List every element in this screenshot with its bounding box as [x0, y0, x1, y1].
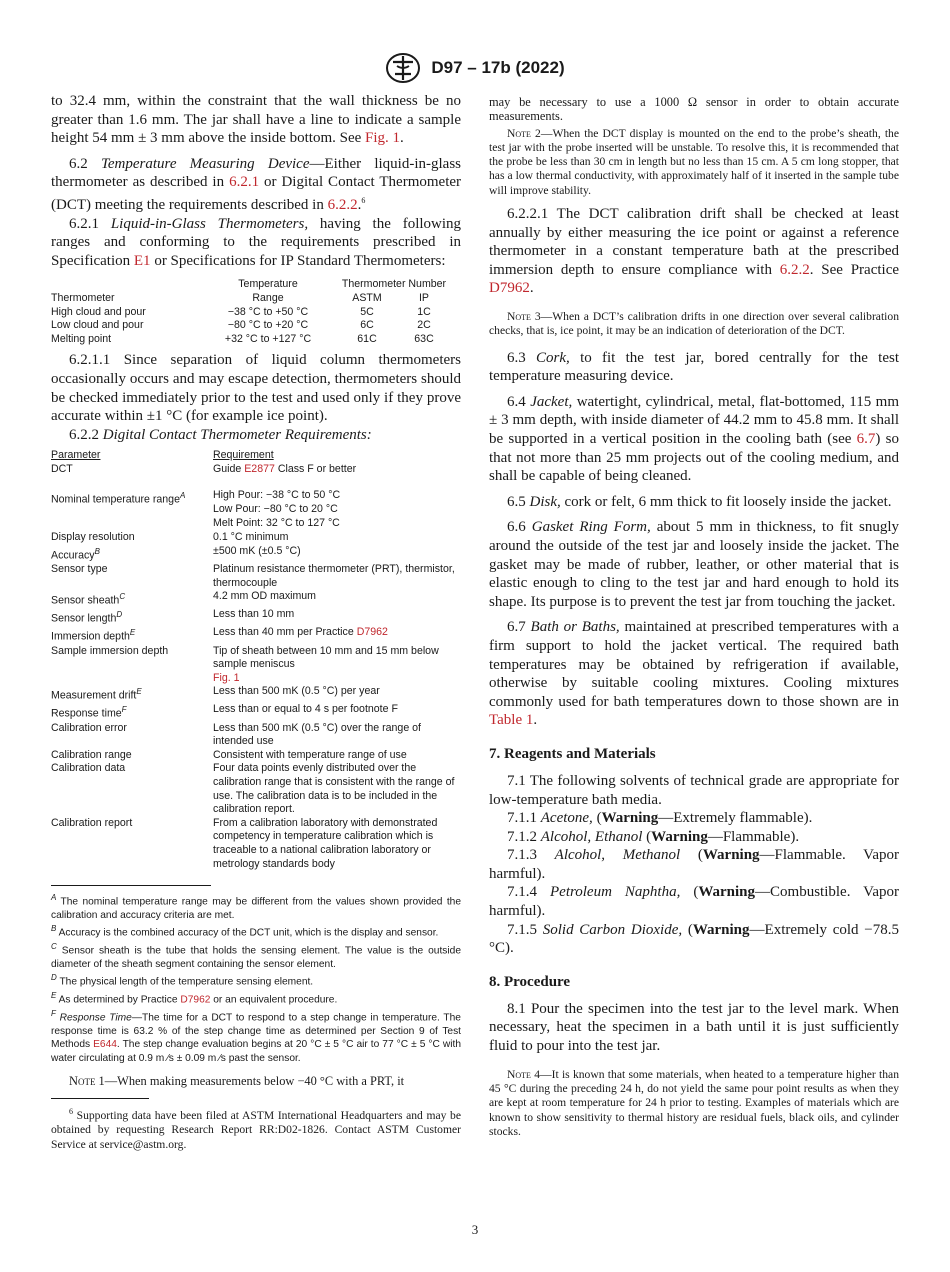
table-row: Melting point +32 °C to +127 °C 61C 63C — [51, 332, 434, 345]
link-d7962[interactable]: D7962 — [489, 280, 530, 297]
section-8-1: 8.1 Pour the specimen into the test jar to the level mark. When necessary, heat the specimen in a bath until it is just sufficiently fluid to pour into the test jar. — [489, 1000, 899, 1055]
table-row: High cloud and pour −38 °C to +50 °C 5C 1C — [51, 305, 431, 318]
section-6-2: 6.2 Temperature Measuring Device—Either liquid-in-glass thermometer as described in 6.2.1 or Digital Contact Thermometer (DCT) meeting the requirements described in 6.2.2.$^6$ — [51, 155, 462, 213]
table-row: Measurement drift$^E$ Less than 500 mK (0.5 °C) per year — [51, 685, 380, 702]
table-row: DCT Guide E2877 Class F or better — [51, 462, 357, 475]
section-7-1-5: 7.1.5 Solid Carbon Dioxide, (Warning—Extremely cold −78.5 °C). — [489, 921, 899, 957]
table-row: Calibration report From a calibration laboratory with demonstrated competency in temperature calibration which is traceable to a national calibration laboratory or metrology standards body — [51, 816, 438, 870]
table-row: Sensor length$^D$ Less than 10 mm — [51, 608, 295, 625]
link-d7962[interactable]: D7962 — [180, 994, 211, 1006]
table-row: Sensor type Platinum resistance thermometer (PRT), thermistor, thermocouple — [51, 562, 455, 589]
section-7-1: 7.1 The following solvents of technical grade are appropriate for low-temperature bath media. — [489, 772, 899, 808]
section-6-3: 6.3 Cork, to fit the test jar, bored centrally for the test temperature measuring device. — [489, 349, 899, 385]
link-fig-1[interactable]: Fig. 1 — [213, 671, 240, 684]
link-e1[interactable]: E1 — [133, 252, 151, 269]
footnote-divider — [51, 885, 211, 886]
heading-procedure: 8. Procedure — [489, 973, 571, 990]
left-column — [51, 92, 461, 1152]
link-6-7[interactable]: 6.7 — [856, 431, 876, 448]
table-row: Sample immersion depth Tip of sheath between 10 mm and 15 mm below sample meniscus Fig. 1 — [51, 645, 461, 686]
note-1-continued: may be necessary to use a 1000 Ω sensor in order to obtain accurate measurements. — [489, 95, 899, 124]
astm-logo-icon — [385, 52, 421, 84]
note-4: Note 4—It is known that some materials, when heated to a temperature higher than 45 °C during the preceding 24 h, do not yield the same pour point results as when they are kept at room temperature for 24 h prior to testing. Examples of materials which are known to show sensitivity to thermal history are residual fuels, black oils, and cylinder stocks. — [489, 1067, 899, 1138]
section-6-2-1-1: 6.2.1.1 Since separation of liquid column thermometers occasionally occurs and may escape detection, thermometers should be checked immediately prior to the test and used only if they prove accurate within ±1 °C (for example ice point). — [51, 352, 461, 425]
link-d7962[interactable]: D7962 — [356, 626, 388, 639]
link-e644[interactable]: E644 — [93, 1039, 117, 1051]
link-6-2-2[interactable]: 6.2.2 — [327, 196, 358, 213]
table-row: Nominal temperature range$^A$ High Pour: −38 °C to 50 °C Low Pour: −80 °C to 20 °C Melt Point: 32 °C to 127 °C — [51, 489, 341, 529]
section-6-2-2-1: 6.2.2.1 The DCT calibration drift shall be checked at least annually by either measuring the ice point or against a reference thermometer in a constant temperature bath at the prescribed immersion depth to ensure compliance with 6.2.2. See Practice D7962. — [489, 206, 900, 297]
link-e2877[interactable]: E2877 — [244, 462, 275, 475]
note-1: Note 1—When making measurements below −40 °C with a PRT, it — [69, 1073, 405, 1088]
section-7-1-4: 7.1.4 Petroleum Naphtha, (Warning—Combustible. Vapor harmful). — [489, 884, 899, 920]
footnote-ref-6: 6 — [361, 195, 366, 205]
footnote-6: $^6$ Supporting data have been filed at ASTM International Headquarters and may be obtained by requesting Research Report RR:D02-1826. Contact ASTM Customer Service at service@astm.org. — [51, 1107, 462, 1151]
table-row: Calibration data Four data points evenly distributed over the calibration range that is consistent with the range of use. The calibration data is to be included in the calibration report. — [51, 762, 455, 816]
table-row: Accuracy$^B$ ±500 mK (±0.5 °C) — [51, 544, 301, 562]
link-6-2-2[interactable]: 6.2.2 — [779, 261, 810, 278]
right-column — [489, 95, 899, 1139]
section-6-5: 6.5 Disk, cork or felt, 6 mm thick to fit loosely inside the jacket. — [507, 493, 892, 510]
table-row: Response time$^F$ Less than or equal to 4 s per footnote F — [51, 703, 398, 720]
link-6-2-1[interactable]: 6.2.1 — [229, 174, 260, 191]
link-fig-1[interactable]: Fig. 1 — [365, 130, 401, 147]
page-number: 3 — [471, 1222, 479, 1237]
table-row: Calibration error Less than 500 mK (0.5 °C) over the range of intended use — [51, 721, 421, 748]
section-7-1-3: 7.1.3 Alcohol, Methanol (Warning—Flammable. Vapor harmful). — [489, 847, 899, 882]
table-row: Sensor sheath$^C$ 4.2 mm OD maximum — [51, 590, 317, 607]
footnote-divider — [51, 1098, 149, 1099]
document-designation: D97 – 17b (2022) — [431, 58, 565, 77]
table-footnotes: $^A$ The nominal temperature range may be different from the values shown provided the calibration and accuracy criteria are met. $^B$ Accuracy is the combined accuracy of the DCT unit, which is the display and sensor. $^C$ Sensor sheath is the tube that holds the sensing element. The value is the outside diameter of the sheath segment containing the sensor element. $^D$ The physical length of the temperature sensing element. $^E$ As determined by Practice D7962 or an equivalent procedure. $^F$ Response Time—The time for a DCT to respond to a step change in temperature. The response time is 63.2 % of the step change time as determined per Section 9 of Test Methods E644. The step change evaluation begins at 20 °C ± 5 °C air to 77 °C ± 5 °C with water circulating at 0.9 m ⁄s ± 0.09 m ⁄s past the sensor. — [51, 893, 461, 1064]
table-row: Calibration range Consistent with temperature range of use — [51, 748, 407, 761]
section-7-1-1: 7.1.1 Acetone, (Warning—Extremely flammable). — [507, 810, 813, 827]
paragraph-6-1-continued: to 32.4 mm, within the constraint that the wall thickness be no greater than 1.6 mm. The jar shall have a line to indicate a sample height 54 mm ± 3 mm above the inside bottom. See Fig. 1. — [51, 93, 461, 147]
thermometer-table: Temperature Thermometer Number Thermometer Range ASTM IP High cloud and pour −38 °C to +50 °C 5C 1C Low cloud and pour −80 °C to +20 °C 6C 2C Melting point +32 °C to +127 °C 61C 63C — [51, 278, 451, 346]
table-row: Display resolution 0.1 °C minimum — [51, 531, 289, 544]
table-row: Immersion depth$^E$ Less than 40 mm per Practice D7962 — [51, 626, 388, 643]
section-6-2-2: 6.2.2 Digital Contact Thermometer Requirements: — [69, 426, 372, 443]
heading-reagents-and-materials: 7. Reagents and Materials — [489, 745, 656, 762]
table-row: Low cloud and pour −80 °C to +20 °C 6C 2C — [51, 319, 431, 332]
section-6-7: 6.7 Bath or Baths, maintained at prescribed temperatures with a firm support to hold the jacket vertical. The required bath temperatures may be obtained by refrigeration if available, otherwise by suitable cooling mixtures. Cooling mixtures commonly used for bath temperatures down to those shown are in Table 1. — [489, 619, 900, 729]
page-header — [0, 52, 950, 84]
note-2: Note 2—When the DCT display is mounted on the end to the probe’s sheath, the test jar with the probe inserted will be unstable. To resolve this, it is recommended that the probe be less than 30 cm in length but no less than 15 cm. A 5 cm long stopper, that has a low thermal conductivity, with approximately half of it inserted in the sample tube will improve stability. — [489, 126, 899, 197]
section-6-4: 6.4 Jacket, watertight, cylindrical, metal, flat-bottomed, 115 mm ± 3 mm depth, with inside diameter of 44.2 mm to 45.8 mm. It shall be supported in a vertical position in the cooling bath (see 6.7) so that not more than 25 mm projects out of the cooling medium, and shall be capable of being cleaned. — [489, 393, 900, 485]
section-7-1-2: 7.1.2 Alcohol, Ethanol (Warning—Flammable). — [507, 828, 800, 845]
section-6-6: 6.6 Gasket Ring Form, about 5 mm in thickness, to fit snugly around the outside of the test jar and loosely inside the jacket. The gasket may be made of rubber, leather, or other material that is elastic enough to cling to the test jar and hard enough to hold its shape. Its purpose is to prevent the test jar from touching the jacket. — [489, 519, 900, 610]
link-table-1[interactable]: Table 1 — [489, 712, 534, 729]
section-6-2-1: 6.2.1 Liquid-in-Glass Thermometers, having the following ranges and conforming to the requirements prescribed in Specification E1 or Specifications for IP Standard Thermometers: — [51, 215, 462, 269]
note-3: Note 3—When a DCT’s calibration drifts in one direction over several calibration checks, that is, ice point, it may be an indication of deterioration of the DCT. — [489, 310, 899, 338]
dct-requirements-table: Parameter Requirement DCT Guide E2877 Class F or better Nominal temperature range$^A$ High Pour: −38 °C to 50 °C Low Pour: −80 °C to 20 °C Melt Point: 32 °C to 127 °C Display resolution 0.1 °C minimum Accuracy$^B$ ±500 mK (±0.5 °C) Sensor type Platinum resistance thermometer (PRT), thermistor, thermocouple Sensor sheath$^C$ 4.2 mm OD maximum Sensor length$^D$ Less than 10 mm Immersion depth$^E$ Less than 40 mm per Practice D7962 Sample immersion depth Tip of sheath between 10 mm and 15 mm below sample meniscus Fig. 1 Measurement drift$^E$ Less than 500 mK (0.5 °C) per year Response time$^F$ Less than or equal to 4 s per footnote F Calibration error Less than 500 mK (0.5 °C) over the range of intended use Calibration range Consistent with temperature range of use Calibration data Four data points evenly distributed over the calibration range that is consistent with the range of use. The calibration data is to be included in the calibration report. Calibration report From a calibration laboratory with demonstrated competency in temperature calibration which is traceable to a national calibration laboratory or metrology standards body — [51, 449, 461, 871]
